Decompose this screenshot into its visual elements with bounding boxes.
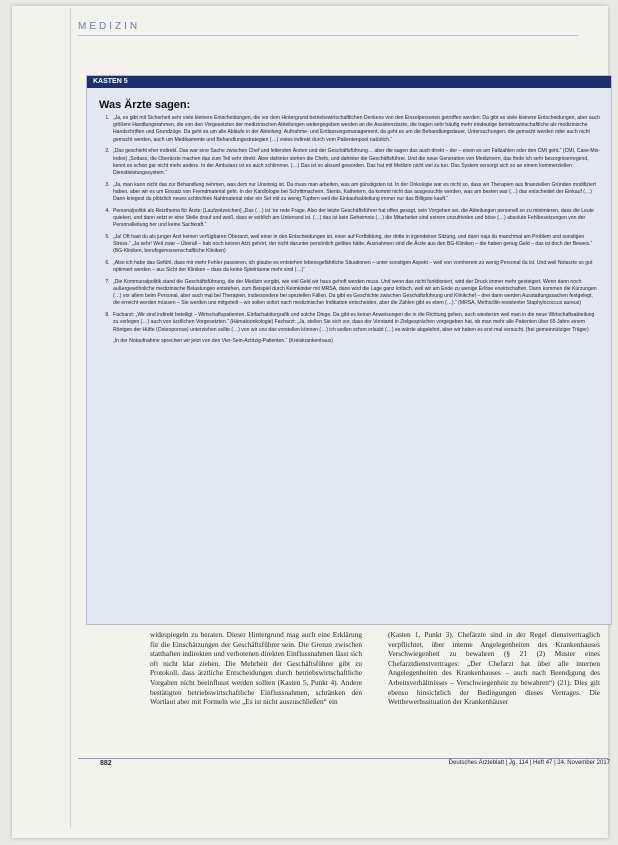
quote-item-9: „In der Notaufnahme sprechen wir jetzt von den Vier-Sein-Achtzig-Patienten.“ (Kreiskrankenhaus) [113, 338, 333, 345]
quote-item-6: 6. „Also ich habe das Gefühl, dass mir mehr Fehler passieren, ich glaube es entstehen lebensgefährliche Situationen – unter sonstigen Aspekt – weil von vornherein zu wenig Personal da ist. Und weil Notarzte so gut optimiert werden – aus Sicht der Kliniken – dass da keine Spielräume mehr sind (…)“ [111, 260, 601, 274]
quote-item-8: 8. Facharzt: „Wir sind indirekt beteiligt – Wirtschaftspatienten, Einfachabiturgrafik und solche Dinge. Da gibt es keiner Anweisungen die in die Richtung gehen, auch wiederum weil man in die neue Wirtschaftsabteilung zu verlegen (…) auch von ärztlichen Vorgesetzten.“ (Hämatoonkologie) Facharzt: „Ja, stellen Sie sich vor, dass der Vorstand in Zielgesprächen vorgegeben hat, ob man mehr alle Patienten über 65 Jahre einem Röntgen der Hüfte (Osteoporose) unterziehen sollte (…) von wir uns das vorstellen können (…) ich wollen schon erlaubt (…) es würde abgelehnt, aber wir haben es erst mal versucht. (frei gemeinnütziger Träger) [111, 312, 601, 334]
section-label: MEDIZIN [78, 21, 141, 32]
journal-citation: Deutsches Ärzteblatt | Jg. 114 | Heft 47 | 24. November 2017 [448, 760, 610, 766]
quote-item-5: 5. „Ja! Oft hast du als junger Arzt keinen verfügbaren Oberarzt, weil einer in den Entscheidungen ist, einer auf Fortbildung, der dritte in irgendeiner Sitzung, und dann naja du manchmal am Problem und sonstigen Stress.“ „Ja sehr! Weil zwar – Überall – hab noch keinen Arzt gehört, der nicht darunter persönlich gelitten hätte. Ausnahmen sind die Ärzte aus den BG-Kliniken – die haben genug Geld – das ist doch der Beweis.“ (BG-Kliniken, berufsgenossenschaftliche Kliniken) [111, 234, 601, 256]
info-box [86, 75, 612, 625]
quote-item-1: 1. „Ja, es gibt mit Sicherheit sehr viele kleinere Entscheidungen, die vor dem Hintergrund betriebswirtschaftlichen Denkens von den Einzelpersonen getroffen werden. Da gibt es viele kleinere Entscheidungen, aber auch größere Handlungsrahmen, die von den Vorgesetzten der medizinischen Abteilungen weitergegeben werden an die Assistenzärzte, die tragen sehr häufig mehr eindeutige betriebswirtschaftliche als medizinische Handschriften und Grundzüge. Da geht es um alle Abläufe in der Abteilung: Aufnahme- und Entlassungsmanagement, da geht es um die Behandlungsdauer, Untersuchungen, die gemacht werden oder auch nicht gemacht werden, auch um Medikamente und Behandlungsstrategien (…) vieles indirekt durch vom Patientenpool natürlich.“ [111, 115, 601, 144]
margin-rule [70, 8, 71, 828]
article-columns [150, 630, 600, 756]
quote-item-2: 2. „Das geschieht eher indirekt. Das war eine Sache zwischen Chef und leitenden Ärzten und der Geschäftsführung… aber die sagen das auch direkt – der – eisen es am Fallzahlen oder den CMI geht.“ (CMI, Case-Mix-Index) „Sodass, die Oberärzte machen das zum Teil sehr direkt. Aber dahinter stehen die Chefs, und dahinter die Geschäftsführer. Und die neue Generation von Medizinern, das finde ich sehr besorgniserregend, kennt es schon gar nicht mehr anders. In der Ambulanz ist es auch schlimmer. (…) Das ist so absurd geworden. Das hat mit Medizin nicht viel zu tun. Das System versorgt sich so an einem kommerziellen Dienstleistungssystem.“ [111, 148, 601, 177]
quote-item-7: 7. „Die Kommunalpolitik stand die Geschäftsführung, die der Medizin vorgibt, wie viel Geld wir haus gehoft werden muss. Und wenn das nicht funktioniert, wird der Druck immer mehr gesteigert. Wenn dann noch außergewöhnliche medizinische Belastungen entstehen, zum Beispiel durch Keimkinder mit MRSA, dann wird die Lage ganz kritisch, weil wir am Ende zu wenige Erlöse erwirtschaften. Dann kommen die Kürzungen (…) vor allem beim Personal, aber auch mal bei Therapien, insbesondere bei speziellen Fällen. Da gibt es Geschichte zwischen Geschäftsführung und Klinikchef – drei dann werden Ausstattungssachen festgelegt, die erreicht werden müssen – Sie werden uns mitgeteilt – wir sollen sofort nach medizinischer Indikation entscheiden, aber die Zahlen gibt es eben (…).“ (MRSA, Methicillin-resistenter Staphylococcus aureus) [111, 279, 601, 308]
quote-item-3: 3. „Ja, man kann nicht das zur Behandlung nehmen, was dem nur Unsinnig ist. Da muss man arbeiten, was am günstigsten ist. In der Onkologie war es nicht so, dass wir Therapien aus finanziellen Gründen modifiziert haben, aber wir es um Einsatz von Fremdmaterial geht. In der Kardiologie bei Schrittmachern, Stents, Kathetern, da kommt nicht das ausgesuchte werden, was am besten war (…) das entscheidet der Einkauf (…) Dann kriegest du plötzlich neues schlechtes Nahtmaterial oder ein Set mit zu wenig Tupfern weil die Einkaufsabteilung immer nur das Billigste kauft.“ [111, 182, 601, 204]
article-column-left: widespiegeln zu beraten. Dieser Hintergrund mag auch eine Erklärung für die Einschätzungen der Geschäftsführer sein. Die Grenze zwischen statthaften indirekten und verbotenen direkten Einflussnahmen lässt sich oft nicht klar ziehen. Die Mehrheit der Geschäftsführer gibt zu Protokoll, dass ärztliche Entscheidungen durch betriebswirtschaftliche Vorgaben nicht beeinflusst werden sollten (Kasten 5, Punkt 4). Andere bestätigten betriebswirtschaftliche Einflussnahmen, schränken den Wortlaut aber mit Formeln wie „Es ist nicht auszuschließen“ ein [150, 630, 362, 707]
quote-item-4: 4. Personalpolitik als Reizthema für Ärzte: [Laufzeitzeichen] „Das (…) ist ‘ne rede Frage. Also der letzte Geschäftsführer hat offen gesagt, sein Vorgehen sei, die Abteilungen personell so zu minimieren, dass die Leute quieken, und dann setzt er eine Stelle drauf und weiß, dass er wirklich am Unterrand ist. (…) das ist kein Geheimnis (…) die Mitarbeiter sind extrem unzufrieden und böse (…) absolute Fehlbesetzungen von der Personalleitung her und keine Sachkraft.“ [111, 208, 601, 230]
article-column-right: (Kasten 1, Punkt 3). Chefärzte sind in der Regel dienstvertraglich verpflichtet, über interne Angelegenheiten des Krankenhauses Verschwiegenheit zu bewahren (§ 21 (2) Muster eines Chefarztdienstvertrages: „Der Chefarzt hat über alle internen Angelegenheiten des Krankenhauses – auch nach Beendigung des Arbeitsverhältnisses – Verschwiegenheit zu bewahren“) (21). Dies gilt ebenso hinsichtlich der Bedingungen dieses Vertrages. Die Wettbewerbssituation der Krankenhäuser [388, 630, 600, 707]
box-title: Was Ärzte sagen: [99, 99, 191, 111]
section-rule [78, 35, 578, 36]
quote-list [87, 115, 611, 345]
page-number: 882 [100, 760, 112, 767]
box-label: KASTEN 5 [87, 76, 611, 88]
footer-rule [78, 758, 608, 759]
